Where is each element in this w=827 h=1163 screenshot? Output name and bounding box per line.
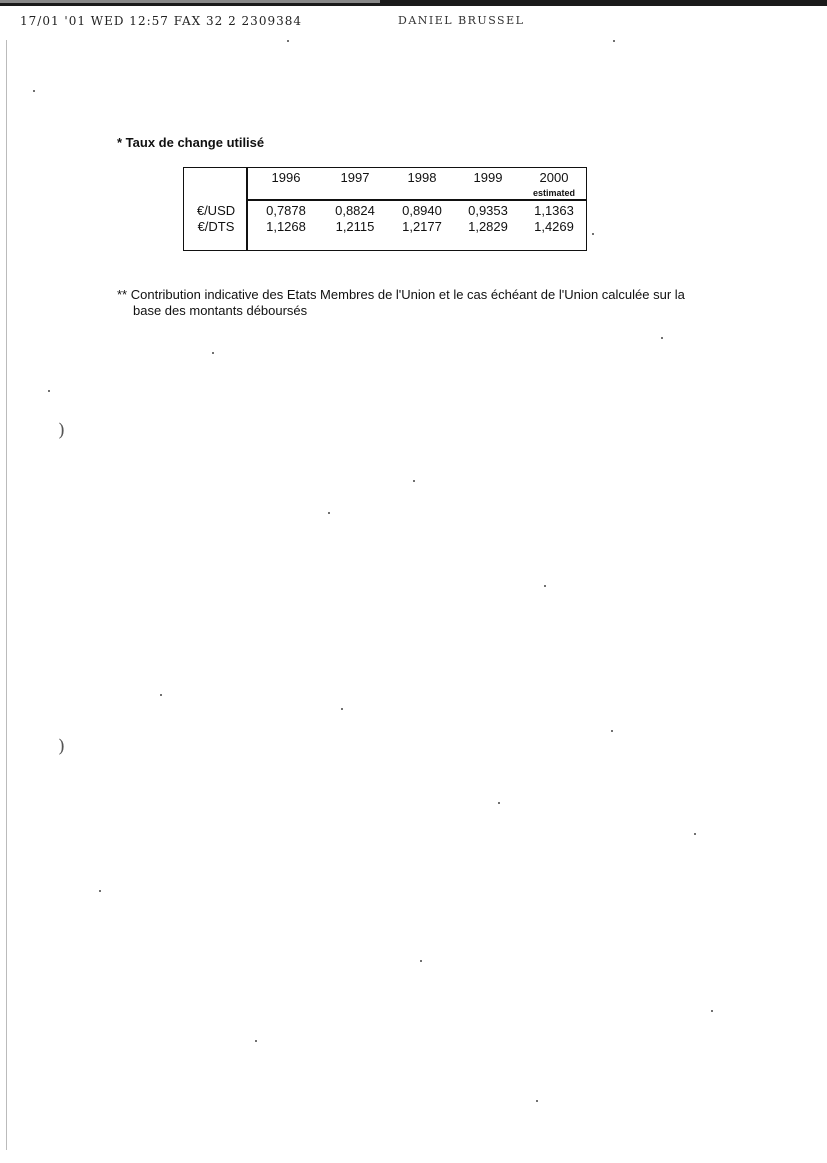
scan-speck [212,352,214,354]
table-year-header: 1997 [340,170,370,185]
table-cell: 1,2829 [468,219,508,234]
table-year-header: 2000 [539,170,569,185]
fax-top-border-light [0,0,380,3]
contribution-footnote-line1: ** Contribution indicative des Etats Membres de l'Union et le cas échéant de l'Union calculée sur la [117,287,685,302]
scan-speck [99,890,101,892]
table-year-header: 1998 [407,170,437,185]
scan-speck [694,833,696,835]
scan-speck [661,337,663,339]
scan-speck [592,233,594,235]
table-cell: 1,1363 [534,203,574,218]
table-column-divider [246,167,248,251]
scan-speck [287,40,289,42]
contribution-footnote-line2: base des montants déboursés [133,303,308,318]
table-header-divider [246,199,587,201]
scan-speck [33,90,35,92]
scan-speck [255,1040,257,1042]
table-cell: 0,9353 [468,203,508,218]
table-cell: 0,7878 [266,203,306,218]
scan-left-edge [6,40,7,1150]
table-estimated-note: estimated [532,188,576,198]
table-cell: 0,8940 [402,203,442,218]
scan-speck [613,40,615,42]
scan-speck [544,585,546,587]
scan-speck [48,390,50,392]
punch-hole-mark-lower: ) [58,736,66,757]
punch-hole-mark-upper: ) [58,420,66,441]
table-cell: 0,8824 [335,203,375,218]
exchange-rate-footnote: * Taux de change utilisé [117,135,265,150]
fax-sender-header: DANIEL BRUSSEL [398,14,525,27]
scan-speck [341,708,343,710]
scan-speck [328,512,330,514]
table-cell: 1,2115 [335,219,375,234]
table-year-header: 1999 [473,170,503,185]
scan-speck [420,960,422,962]
table-row-label: €/USD [196,203,236,218]
table-row-label: €/DTS [197,219,235,234]
table-cell: 1,1268 [266,219,306,234]
scan-speck [611,730,613,732]
scan-speck [536,1100,538,1102]
scan-speck [413,480,415,482]
table-year-header: 1996 [271,170,301,185]
contribution-footnote [117,287,717,319]
fax-timestamp-header: 17/01 '01 WED 12:57 FAX 32 2 2309384 [20,14,302,28]
table-cell: 1,4269 [534,219,574,234]
table-cell: 1,2177 [402,219,442,234]
scan-speck [711,1010,713,1012]
scan-speck [160,694,162,696]
scan-speck [498,802,500,804]
